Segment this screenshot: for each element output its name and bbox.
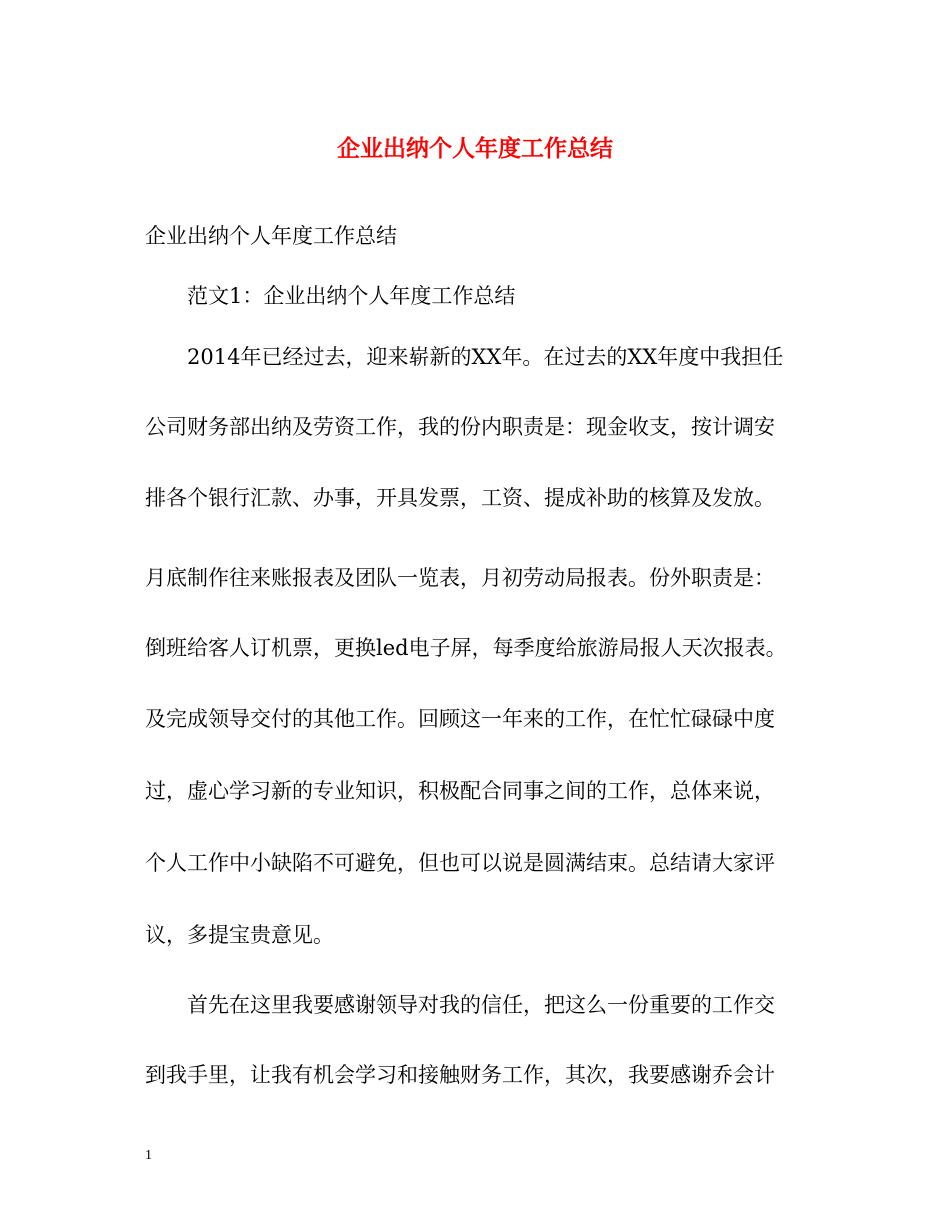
body-line: 首先在这里我要感谢领导对我的信任，把这么一份重要的工作交: [187, 993, 775, 1017]
subtitle-line: 企业出纳个人年度工作总结: [145, 224, 397, 248]
page-number: 1: [145, 1148, 152, 1163]
body-line: 2014年已经过去，迎来崭新的XX年。在过去的XX年度中我担任: [187, 345, 784, 369]
body-line: 倒班给客人订机票，更换led电子屏，每季度给旅游局报人天次报表。: [145, 636, 787, 660]
body-line: 排各个银行汇款、办事，开具发票，工资、提成补助的核算及发放。: [145, 486, 775, 510]
body-line: 议，多提宝贵意见。: [145, 923, 334, 947]
body-line: 及完成领导交付的其他工作。回顾这一年来的工作，在忙忙碌碌中度: [145, 707, 775, 731]
body-line: 过，虚心学习新的专业知识，积极配合同事之间的工作，总体来说，: [145, 779, 775, 803]
body-line: 到我手里，让我有机会学习和接触财务工作，其次，我要感谢乔会计: [145, 1063, 775, 1087]
body-line: 月底制作往来账报表及团队一览表，月初劳动局报表。份外职责是：: [145, 566, 775, 590]
document-title: 企业出纳个人年度工作总结: [337, 136, 613, 162]
body-line: 公司财务部出纳及劳资工作，我的份内职责是：现金收支，按计调安: [145, 415, 775, 439]
body-line: 范文1：企业出纳个人年度工作总结: [187, 284, 516, 308]
body-line: 个人工作中小缺陷不可避免，但也可以说是圆满结束。总结请大家评: [145, 851, 775, 875]
